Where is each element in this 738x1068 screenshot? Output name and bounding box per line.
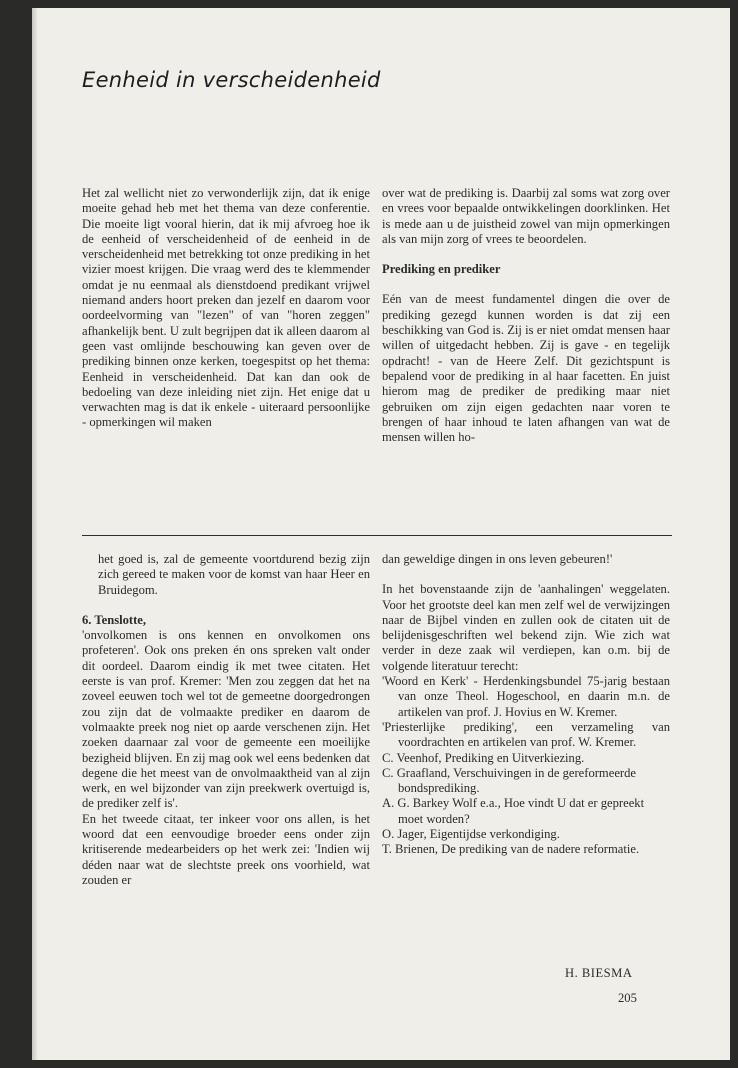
- reference-item: C. Veenhof, Prediking en Uitverkiezing.: [382, 750, 585, 765]
- reference-item: C. Graafland, Verschuivingen in de gereformeerde bondsprediking.: [382, 765, 636, 796]
- intro-continued-paragraph: over wat de prediking is. Daarbij zal soms wat zorg over en vrees voor bepaalde ontwikkelingen doorklinken. Het is mede aan u de juistheid zowel van mijn opmerkingen als van mijn zorg of vrees te beoordelen.: [382, 186, 670, 246]
- column-bottom-right: [382, 552, 670, 858]
- intro-paragraph: Het zal wellicht niet zo verwonderlijk zijn, dat ik enige moeite gehad heb met het thema van deze conferentie. Die moeite ligt vooral hierin, dat ik mij afvroeg hoe ik de eenheid of verscheidenheid of de eenheid in de verscheidenheid met betrekking tot onze prediking in het vizier moest krijgen. Die vraag werd des te klemmender omdat je nu eenmaal als dienstdoend predikant vrijwel niemand anders hoort preken dan jezelf en daarom voor oordeelvorming van "lezen" of van "horen zeggen" afhankelijk bent. U zult begrijpen dat ik alleen daarom al geen vast omlijnde beschouwing kan geven over de prediking binnen onze kerken, toegespitst op het thema: Eenheid in verscheidenheid. Dat kan dan ook de bedoeling van deze inleiding niet zijn. Het enige dat u verwachten mag is dat ik enkele - uiteraard persoonlijke - opmerkingen wil maken: [82, 186, 370, 430]
- second-quote-paragraph: En het tweede citaat, ter inkeer voor ons allen, is het woord dat een eenvoudige broeder eens onder zijn kritiserende medearbeiders op het werk zei: 'Indien wij déden naar wat de slechtste preek ons voorhield, wat zouden er: [82, 811, 370, 887]
- column-top-right: [382, 186, 670, 445]
- page-number: 205: [618, 991, 637, 1005]
- tenslotte-paragraph: 'onvolkomen is ons kennen en onvolkomen ons profeteren'. Ook ons preken én ons spreken valt onder dit oordeel. Daarom eindig ik met twee citaten. Het eerste is van prof. Kremer: 'Men zou zeggen dat het na zoveel eeuwen toch wel tot de gemeetne doorgedrongen zou zijn dat de volmaakte prediker en daarom de volmaakte preek nog niet op aarde verschenen zijn. Het zoeken daarnaar zal voor de gemeente een moeilijke bezigheid blijven. En zij mag ook wel eens bedenken dat degene die het meest van de onvolmaaktheid van al zijn werk, en wel bijzonder van zijn preekwerk overtuigd is, de prediker zelf is'.: [82, 628, 370, 811]
- section-divider: [82, 535, 672, 536]
- reference-item: T. Brienen, De prediking van de nadere reformatie.: [382, 842, 640, 857]
- author-signature: H. BIESMA: [565, 966, 633, 980]
- reference-item: O. Jager, Eigentijdse verkondiging.: [382, 827, 560, 842]
- page-edge-shadow: [32, 8, 38, 1060]
- page: [32, 8, 730, 1060]
- column-bottom-left: [82, 552, 370, 888]
- reference-item: A. G. Barkey Wolf e.a., Hoe vindt U dat er gepreekt moet worden?: [382, 796, 645, 826]
- reference-item: 'Woord en Kerk' - Herdenkingsbundel 75-jarig bestaan van onze Theol. Hogeschool, en daarin m.n. de artikelen van prof. J. Hovius en W. Kremer.: [382, 674, 670, 719]
- article-title: Eenheid in verscheidenheid: [82, 68, 381, 92]
- section-heading-tenslotte: 6. Tenslotte,: [82, 612, 147, 627]
- references-intro-paragraph: In het bovenstaande zijn de 'aanhalingen' weggelaten. Voor het grootste deel kan men zelf wel de verwijzingen naar de Bijbel vinden en zullen ook de citaten uit de belijdenisgeschriften wel bekend zijn. Wie zich wat verder in deze zaak wil verdiepen, kan o.m. bij de volgende literatuur terecht:: [382, 582, 670, 673]
- quote-ending-paragraph: dan geweldige dingen in ons leven gebeuren!': [382, 552, 613, 566]
- section-heading-prediking: Prediking en prediker: [382, 262, 501, 277]
- continued-quote-paragraph: het goed is, zal de gemeente voortdurend bezig zijn zich gereed te maken voor de komst van haar Heer en Bruidegom.: [98, 552, 370, 597]
- prediking-paragraph: Eén van de meest fundamentel dingen die over de prediking gezegd kunnen worden is dat zij een beschikking van God is. Zij is er niet omdat mensen haar willen of uitgedacht hebben. Zij is gave - en tegelijk opdracht! - van de Heere Zelf. Dit gezichtspunt is bepalend voor de prediking in al haar facetten. En juist hierom mag de prediker de prediking maar niet gebruiken om zijn eigen gedachten naar voren te brengen of haar inhoud te laten afhangen van wat de mensen willen ho-: [382, 292, 670, 445]
- reference-item: 'Priesterlijke prediking', een verzameling van voordrachten en artikelen van prof. W. Kremer.: [382, 719, 670, 750]
- column-top-left: [82, 186, 370, 431]
